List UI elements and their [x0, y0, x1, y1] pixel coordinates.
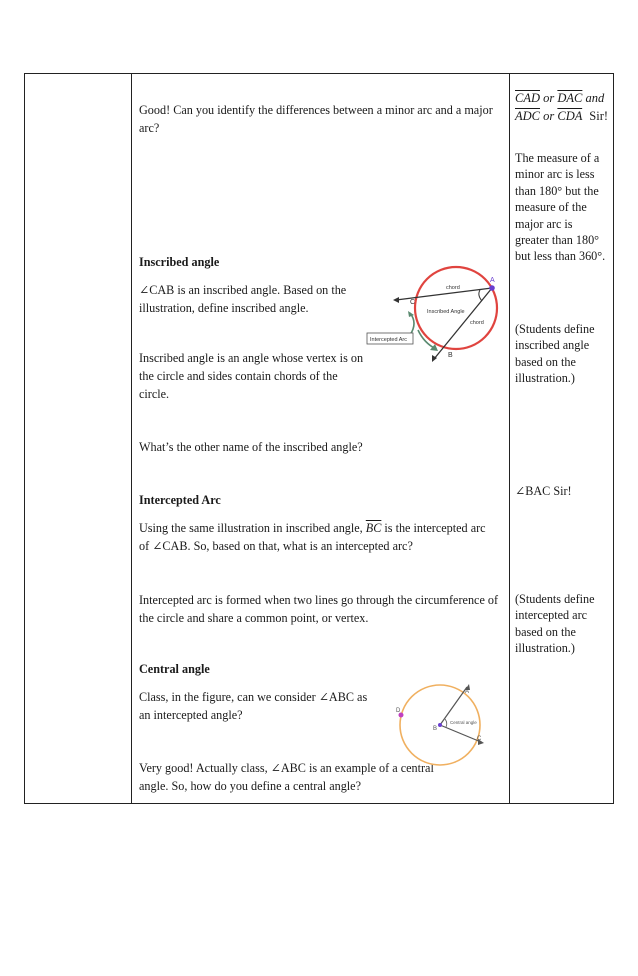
intercepted-arc-heading: Intercepted Arc: [139, 493, 221, 507]
arc-or-2: or: [543, 109, 555, 123]
fig1-circle: [415, 267, 497, 349]
fig2-label-b: B: [433, 726, 438, 732]
fig2-label-a: A: [465, 689, 470, 695]
label-chord-right: chord: [470, 320, 484, 326]
arc-names-answer: [515, 89, 611, 125]
label-inscribed-angle: Inscribed Angle: [427, 309, 465, 315]
intercepted-arc-question: [139, 519, 504, 555]
arc-names-line-1: [515, 89, 611, 107]
column-divider-left: [131, 73, 132, 804]
define-inscribed-answer: (Students define inscribed angle based on the illustration.): [515, 322, 595, 386]
intercepted-arc-definition: Intercepted arc is formed when two lines go through the circumference of the circle and share a common point, or vertex.: [139, 593, 499, 625]
minor-major-arc-question: Good! Can you identify the differences between a minor arc and a major arc?: [139, 103, 493, 135]
define-intercepted-answer: (Students define intercepted arc based on the illustration.): [515, 592, 595, 656]
bac-answer: ∠BAC Sir!: [515, 484, 572, 498]
label-central-angle: Central angle: [450, 720, 477, 725]
label-intercepted-arc: Intercepted Arc: [370, 337, 407, 343]
minor-major-answer: The measure of a minor arc is less than 180° but the measure of the major arc is greater than 180° but less than 360°.: [515, 151, 606, 264]
fig2-label-c: C: [477, 736, 482, 742]
central-angle-question: Class, in the figure, can we consider ∠ABC as an intercepted angle?: [139, 690, 368, 722]
inscribed-angle-heading: Inscribed angle: [139, 255, 220, 269]
fig2-label-d: D: [396, 708, 401, 714]
arc-cda: $\overline{CDA}$: [557, 109, 583, 123]
central-angle-figure: [393, 682, 505, 770]
arrow-c: [393, 297, 399, 303]
arrowhead-arc-2: [408, 311, 414, 317]
central-angle-mark: [445, 719, 447, 727]
intercepted-arc-question-part-c: of ∠CAB. So, based on that, what is an intercepted arc?: [139, 539, 413, 553]
arc-and: and: [585, 91, 605, 105]
arc-or-1: or: [543, 91, 555, 105]
label-a: A: [490, 277, 495, 284]
arc-dac: $\overline{DAC}$: [557, 91, 583, 105]
chord-ab: [443, 288, 492, 348]
arc-names-line-2: [515, 107, 611, 125]
center-b-point: [438, 723, 442, 727]
vertex-a-point: [489, 285, 495, 291]
ray-bc: [440, 725, 481, 742]
inscribed-angle-definition: Inscribed angle is an angle whose vertex is on the circle and sides contain chords of the circle.: [139, 351, 364, 401]
intercepted-arc-question-part-b: is the intercepted arc: [384, 521, 486, 535]
central-angle-definition: Very good! Actually class, ∠ABC is an example of a central angle. So, how do you define a central angle?: [139, 761, 434, 793]
other-name-question: What’s the other name of the inscribed angle?: [139, 440, 363, 454]
arc-sir: Sir!: [589, 109, 609, 123]
arc-bc-symbol: $\overline{BC}$: [365, 521, 382, 535]
inscribed-angle-figure: [366, 265, 506, 375]
angle-mark: [479, 290, 482, 301]
central-angle-heading: Central angle: [139, 662, 210, 676]
label-chord-top: chord: [446, 285, 460, 291]
arc-cad: $\overline{CAD}$: [515, 91, 540, 105]
label-b: B: [448, 352, 453, 359]
inscribed-angle-question: ∠CAB is an inscribed angle. Based on the illustration, define inscribed angle.: [139, 283, 347, 315]
intercepted-arc-question-part-a: Using the same illustration in inscribed angle,: [139, 521, 363, 535]
label-c: C: [410, 299, 416, 306]
arc-adc: $\overline{ADC}$: [515, 109, 540, 123]
column-divider-right: [509, 73, 510, 804]
